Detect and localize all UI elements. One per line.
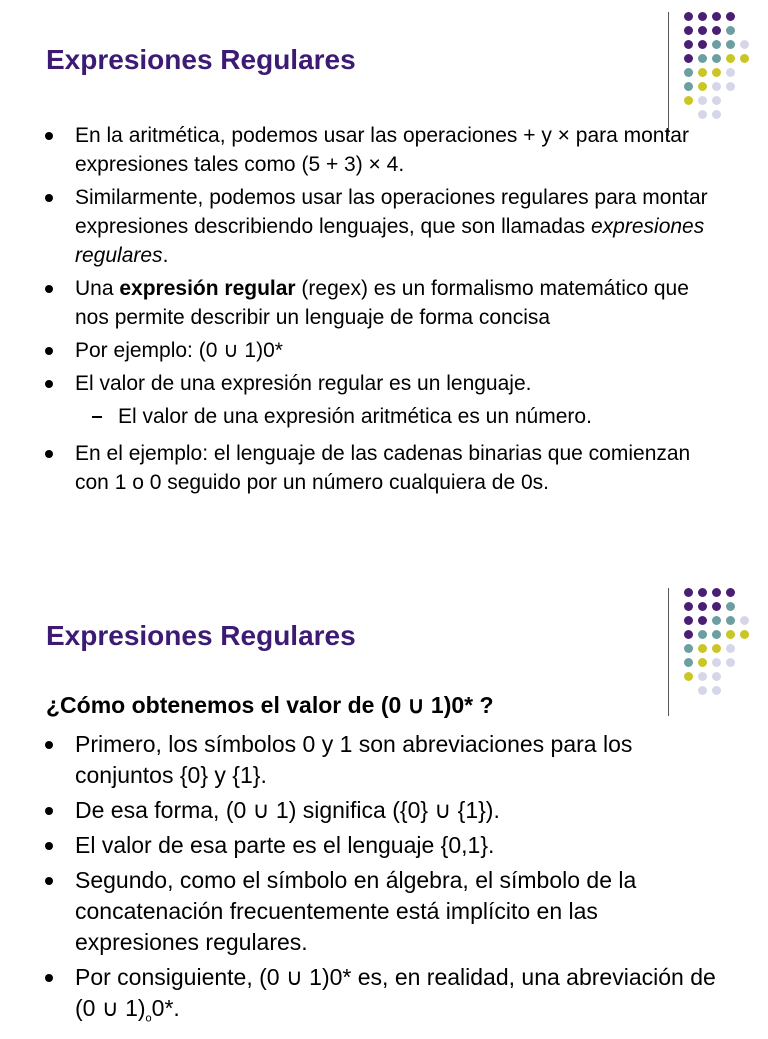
decorative-dot bbox=[740, 616, 749, 625]
decorative-dot bbox=[684, 616, 693, 625]
bullet-text: En el ejemplo: el lenguaje de las cadenas binarias que comienzan con 1 o 0 seguido por un número cualquiera de 0s. bbox=[75, 442, 691, 494]
decorative-dot bbox=[684, 68, 693, 77]
emphasis-text: expresiones regulares bbox=[75, 215, 705, 267]
decorative-dot bbox=[684, 96, 693, 105]
bullet-text: El valor de esa parte es el lenguaje {0,1}. bbox=[75, 832, 495, 858]
bullet-icon bbox=[45, 347, 53, 355]
slide-divider-line bbox=[668, 588, 669, 716]
decorative-dot bbox=[726, 588, 735, 597]
bullet-text: . bbox=[162, 244, 169, 267]
decorative-dot bbox=[740, 630, 749, 639]
decorative-dot bbox=[684, 54, 693, 63]
decorative-dot bbox=[698, 602, 707, 611]
bullet-list bbox=[0, 121, 768, 501]
bullet-text: El valor de una expresión regular es un lenguaje. bbox=[75, 372, 532, 395]
list-item bbox=[0, 369, 768, 398]
decorative-dot bbox=[726, 68, 735, 77]
decorative-dot bbox=[726, 54, 735, 63]
bullet-text: Una bbox=[75, 277, 120, 300]
decorative-dot bbox=[698, 644, 707, 653]
subscript-symbol: o bbox=[145, 1012, 152, 1025]
decorative-dot bbox=[698, 26, 707, 35]
list-item bbox=[0, 865, 768, 958]
list-item bbox=[0, 439, 768, 497]
slide-divider-line bbox=[668, 12, 669, 136]
bullet-text: El valor de una expresión aritmética es un número. bbox=[118, 405, 592, 428]
decorative-dot bbox=[712, 110, 721, 119]
decorative-dot bbox=[712, 82, 721, 91]
decorative-dot bbox=[698, 672, 707, 681]
decorative-dot bbox=[712, 602, 721, 611]
bullet-text: Segundo, como el símbolo en álgebra, el símbolo de la concatenación frecuentemente está implícito en las expresiones regulares. bbox=[75, 867, 637, 955]
bullet-icon bbox=[45, 132, 53, 140]
decorative-dot bbox=[698, 54, 707, 63]
decorative-dot bbox=[698, 616, 707, 625]
decorative-dot bbox=[712, 672, 721, 681]
bullet-text: De esa forma, (0 ∪ 1) significa ({0} ∪ {1}). bbox=[75, 797, 500, 823]
decorative-dot bbox=[698, 658, 707, 667]
bullet-text: Primero, los símbolos 0 y 1 son abreviaciones para los conjuntos {0} y {1}. bbox=[75, 731, 633, 788]
decorative-dot bbox=[712, 658, 721, 667]
bullet-icon bbox=[45, 450, 53, 458]
decorative-dot bbox=[726, 630, 735, 639]
decorative-dot bbox=[684, 644, 693, 653]
bold-term: expresión regular bbox=[119, 277, 296, 300]
decorative-dot bbox=[740, 40, 749, 49]
decorative-dot bbox=[698, 12, 707, 21]
question-heading: ¿Cómo obtenemos el valor de (0 ∪ 1)0* ? bbox=[46, 692, 494, 718]
decorative-dot bbox=[698, 82, 707, 91]
bullet-icon bbox=[45, 974, 53, 982]
decorative-dot bbox=[712, 54, 721, 63]
list-item bbox=[0, 795, 768, 826]
bullet-text: 0*. bbox=[151, 995, 180, 1021]
bullet-text: Por consiguiente, (0 ∪ 1)0* es, en realidad, una abreviación de (0 ∪ 1) bbox=[75, 964, 716, 1021]
decorative-dot bbox=[684, 40, 693, 49]
decorative-dot bbox=[726, 40, 735, 49]
decorative-dot bbox=[740, 54, 749, 63]
decorative-dot bbox=[698, 110, 707, 119]
decorative-dot-grid bbox=[684, 12, 764, 122]
bullet-text: (regex) es un formalismo matemático que nos permite describir un lenguaje de forma concisa bbox=[75, 277, 689, 329]
decorative-dot bbox=[684, 630, 693, 639]
decorative-dot bbox=[726, 12, 735, 21]
decorative-dot bbox=[698, 588, 707, 597]
slide-title: Expresiones Regulares bbox=[46, 620, 356, 651]
decorative-dot bbox=[726, 602, 735, 611]
decorative-dot bbox=[726, 658, 735, 667]
decorative-dot bbox=[712, 686, 721, 695]
decorative-dot bbox=[698, 686, 707, 695]
decorative-dot bbox=[684, 26, 693, 35]
decorative-dot bbox=[698, 40, 707, 49]
list-item bbox=[0, 274, 768, 332]
decorative-dot bbox=[726, 644, 735, 653]
decorative-dot bbox=[698, 68, 707, 77]
decorative-dot bbox=[684, 588, 693, 597]
decorative-dot bbox=[698, 96, 707, 105]
decorative-dot bbox=[726, 616, 735, 625]
bullet-list bbox=[0, 729, 768, 1039]
decorative-dot bbox=[712, 96, 721, 105]
list-item bbox=[0, 830, 768, 861]
bullet-icon bbox=[45, 380, 53, 388]
bullet-text: En la aritmética, podemos usar las operaciones + y × para montar expresiones tales como (5 + 3) × 4. bbox=[75, 124, 689, 176]
decorative-dot bbox=[712, 644, 721, 653]
decorative-dot bbox=[712, 630, 721, 639]
decorative-dot bbox=[684, 82, 693, 91]
decorative-dot bbox=[684, 658, 693, 667]
decorative-dot bbox=[712, 12, 721, 21]
decorative-dot bbox=[684, 672, 693, 681]
decorative-dot bbox=[712, 588, 721, 597]
list-item bbox=[0, 183, 768, 270]
decorative-dot-grid bbox=[684, 588, 764, 698]
bullet-icon bbox=[45, 877, 53, 885]
slide-title: Expresiones Regulares bbox=[46, 44, 356, 75]
bullet-icon bbox=[45, 842, 53, 850]
list-item bbox=[0, 336, 768, 365]
sub-list-item bbox=[0, 402, 768, 431]
bullet-icon bbox=[45, 194, 53, 202]
decorative-dot bbox=[684, 602, 693, 611]
bullet-icon bbox=[45, 285, 53, 293]
decorative-dot bbox=[712, 616, 721, 625]
bullet-text: Por ejemplo: (0 ∪ 1)0* bbox=[75, 339, 283, 362]
slide-2 bbox=[0, 576, 768, 1024]
list-item bbox=[0, 121, 768, 179]
decorative-dot bbox=[712, 40, 721, 49]
bullet-text: Similarmente, podemos usar las operaciones regulares para montar expresiones describiendo lenguajes, que son llamadas bbox=[75, 186, 708, 238]
list-item bbox=[0, 729, 768, 791]
decorative-dot bbox=[712, 26, 721, 35]
decorative-dot bbox=[712, 68, 721, 77]
bullet-icon bbox=[45, 807, 53, 815]
decorative-dot bbox=[726, 26, 735, 35]
bullet-icon bbox=[45, 741, 53, 749]
dash-icon bbox=[92, 416, 102, 418]
decorative-dot bbox=[726, 82, 735, 91]
decorative-dot bbox=[684, 12, 693, 21]
decorative-dot bbox=[698, 630, 707, 639]
